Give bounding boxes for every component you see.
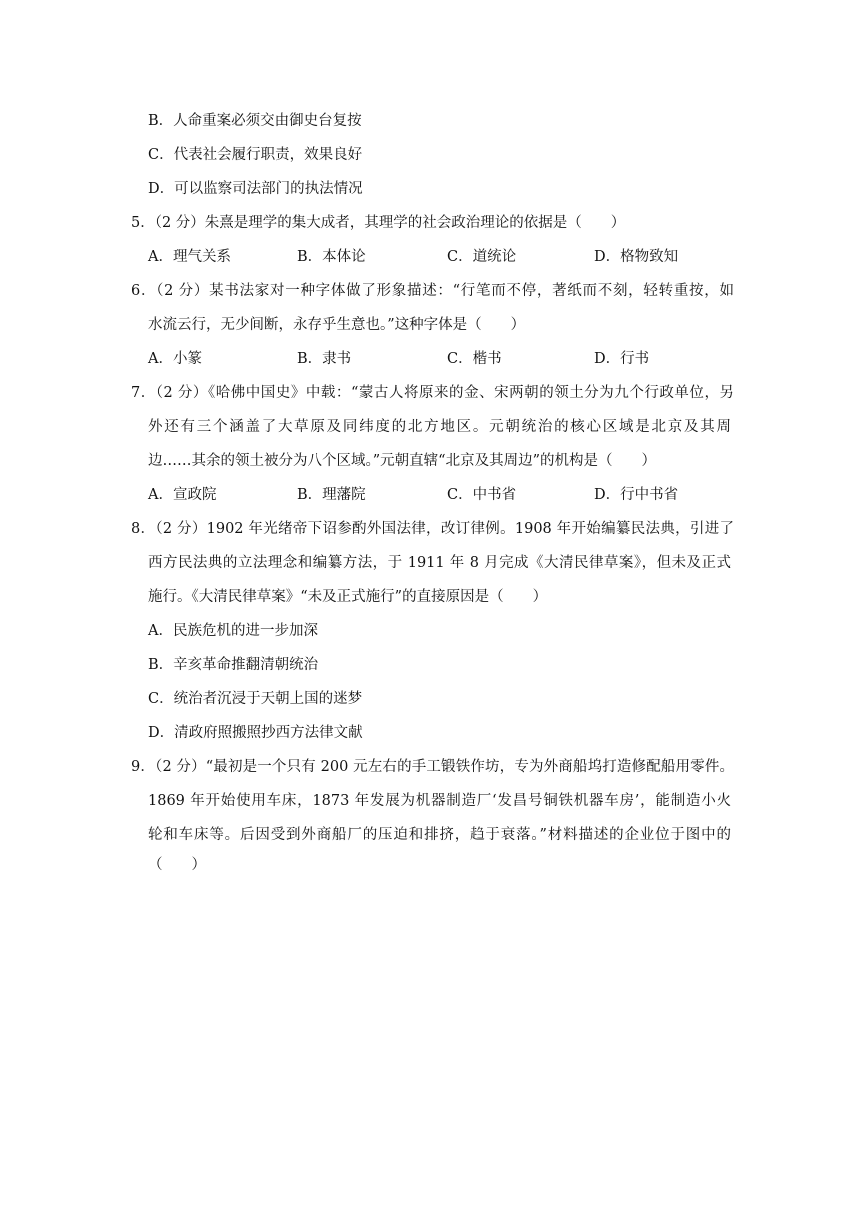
q4-option-d: D．可以监察司法部门的执法情况 (148, 181, 363, 197)
q8-option-a: A．民族危机的进一步加深 (148, 623, 318, 639)
q8-option-d: D．清政府照搬照抄西方法律文献 (148, 725, 363, 741)
q8-option-c: C．统治者沉浸于天朝上国的迷梦 (148, 691, 363, 707)
q6-option-b: B．隶书 (297, 351, 352, 367)
q7-stem-line-2: 外还有三个涵盖了大草原及同纬度的北方地区。元朝统治的核心区域是北京及其周 (148, 419, 731, 435)
q6-option-a: A．小篆 (148, 351, 202, 367)
q5-option-b: B．本体论 (297, 249, 366, 265)
q9-stem-line-1: 9．（2 分）“最初是一个只有 200 元左右的手工锻铁作坊，专为外商船坞打造修配船用零件。 (131, 759, 734, 775)
q7-option-c: C．中书省 (447, 487, 517, 503)
q6-stem-line-1: 6．（2 分）某书法家对一种字体做了形象描述：“行笔而不停，著纸而不刻，轻转重按，如 (131, 283, 734, 299)
q7-stem-line-3: 边……其余的领土被分为八个区域。”元朝直辖“北京及其周边”的机构是（ ） (148, 453, 656, 469)
q7-stem-line-1: 7．（2 分）《哈佛中国史》中载：“蒙古人将原来的金、宋两朝的领土分为九个行政单位，另 (131, 385, 734, 401)
q6-option-d: D．行书 (594, 351, 650, 367)
q5-option-a: A．理气关系 (148, 249, 231, 265)
q7-option-a: A．宣政院 (148, 487, 217, 503)
q7-option-b: B．理藩院 (297, 487, 366, 503)
q5-option-c: C．道统论 (447, 249, 517, 265)
q8-stem-line-1: 8．（2 分）1902 年光绪帝下诏参酌外国法律，改订律例。1908 年开始编纂民法典，引进了 (131, 521, 734, 537)
q4-option-c: C．代表社会履行职责，效果良好 (148, 147, 363, 163)
q9-stem-line-3: 轮和车床等。后因受到外商船厂的压迫和排挤，趋于衰落。”材料描述的企业位于图中的 (148, 827, 731, 843)
q5-stem: 5．（2 分）朱熹是理学的集大成者，其理学的社会政治理论的依据是（ ） (131, 215, 626, 231)
q9-stem-line-2: 1869 年开始使用车床，1873 年发展为机器制造厂‘发昌号铜铁机器车房’，能制造小火 (148, 793, 731, 809)
q9-stem-line-4: （ ） (148, 857, 206, 873)
q8-option-b: B．辛亥革命推翻清朝统治 (148, 657, 319, 673)
q8-stem-line-3: 施行。《大清民律草案》“未及正式施行”的直接原因是（ ） (148, 589, 548, 605)
q4-option-b: B．人命重案必须交由御史台复按 (148, 113, 362, 129)
q7-option-d: D．行中书省 (594, 487, 679, 503)
q6-option-c: C．楷书 (447, 351, 502, 367)
q8-stem-line-2: 西方民法典的立法理念和编纂方法，于 1911 年 8 月完成《大清民律草案》，但未及正式 (148, 555, 731, 571)
q5-option-d: D．格物致知 (594, 249, 679, 265)
q6-stem-line-2: 水流云行，无少间断，永存乎生意也。”这种字体是（ ） (148, 317, 526, 333)
